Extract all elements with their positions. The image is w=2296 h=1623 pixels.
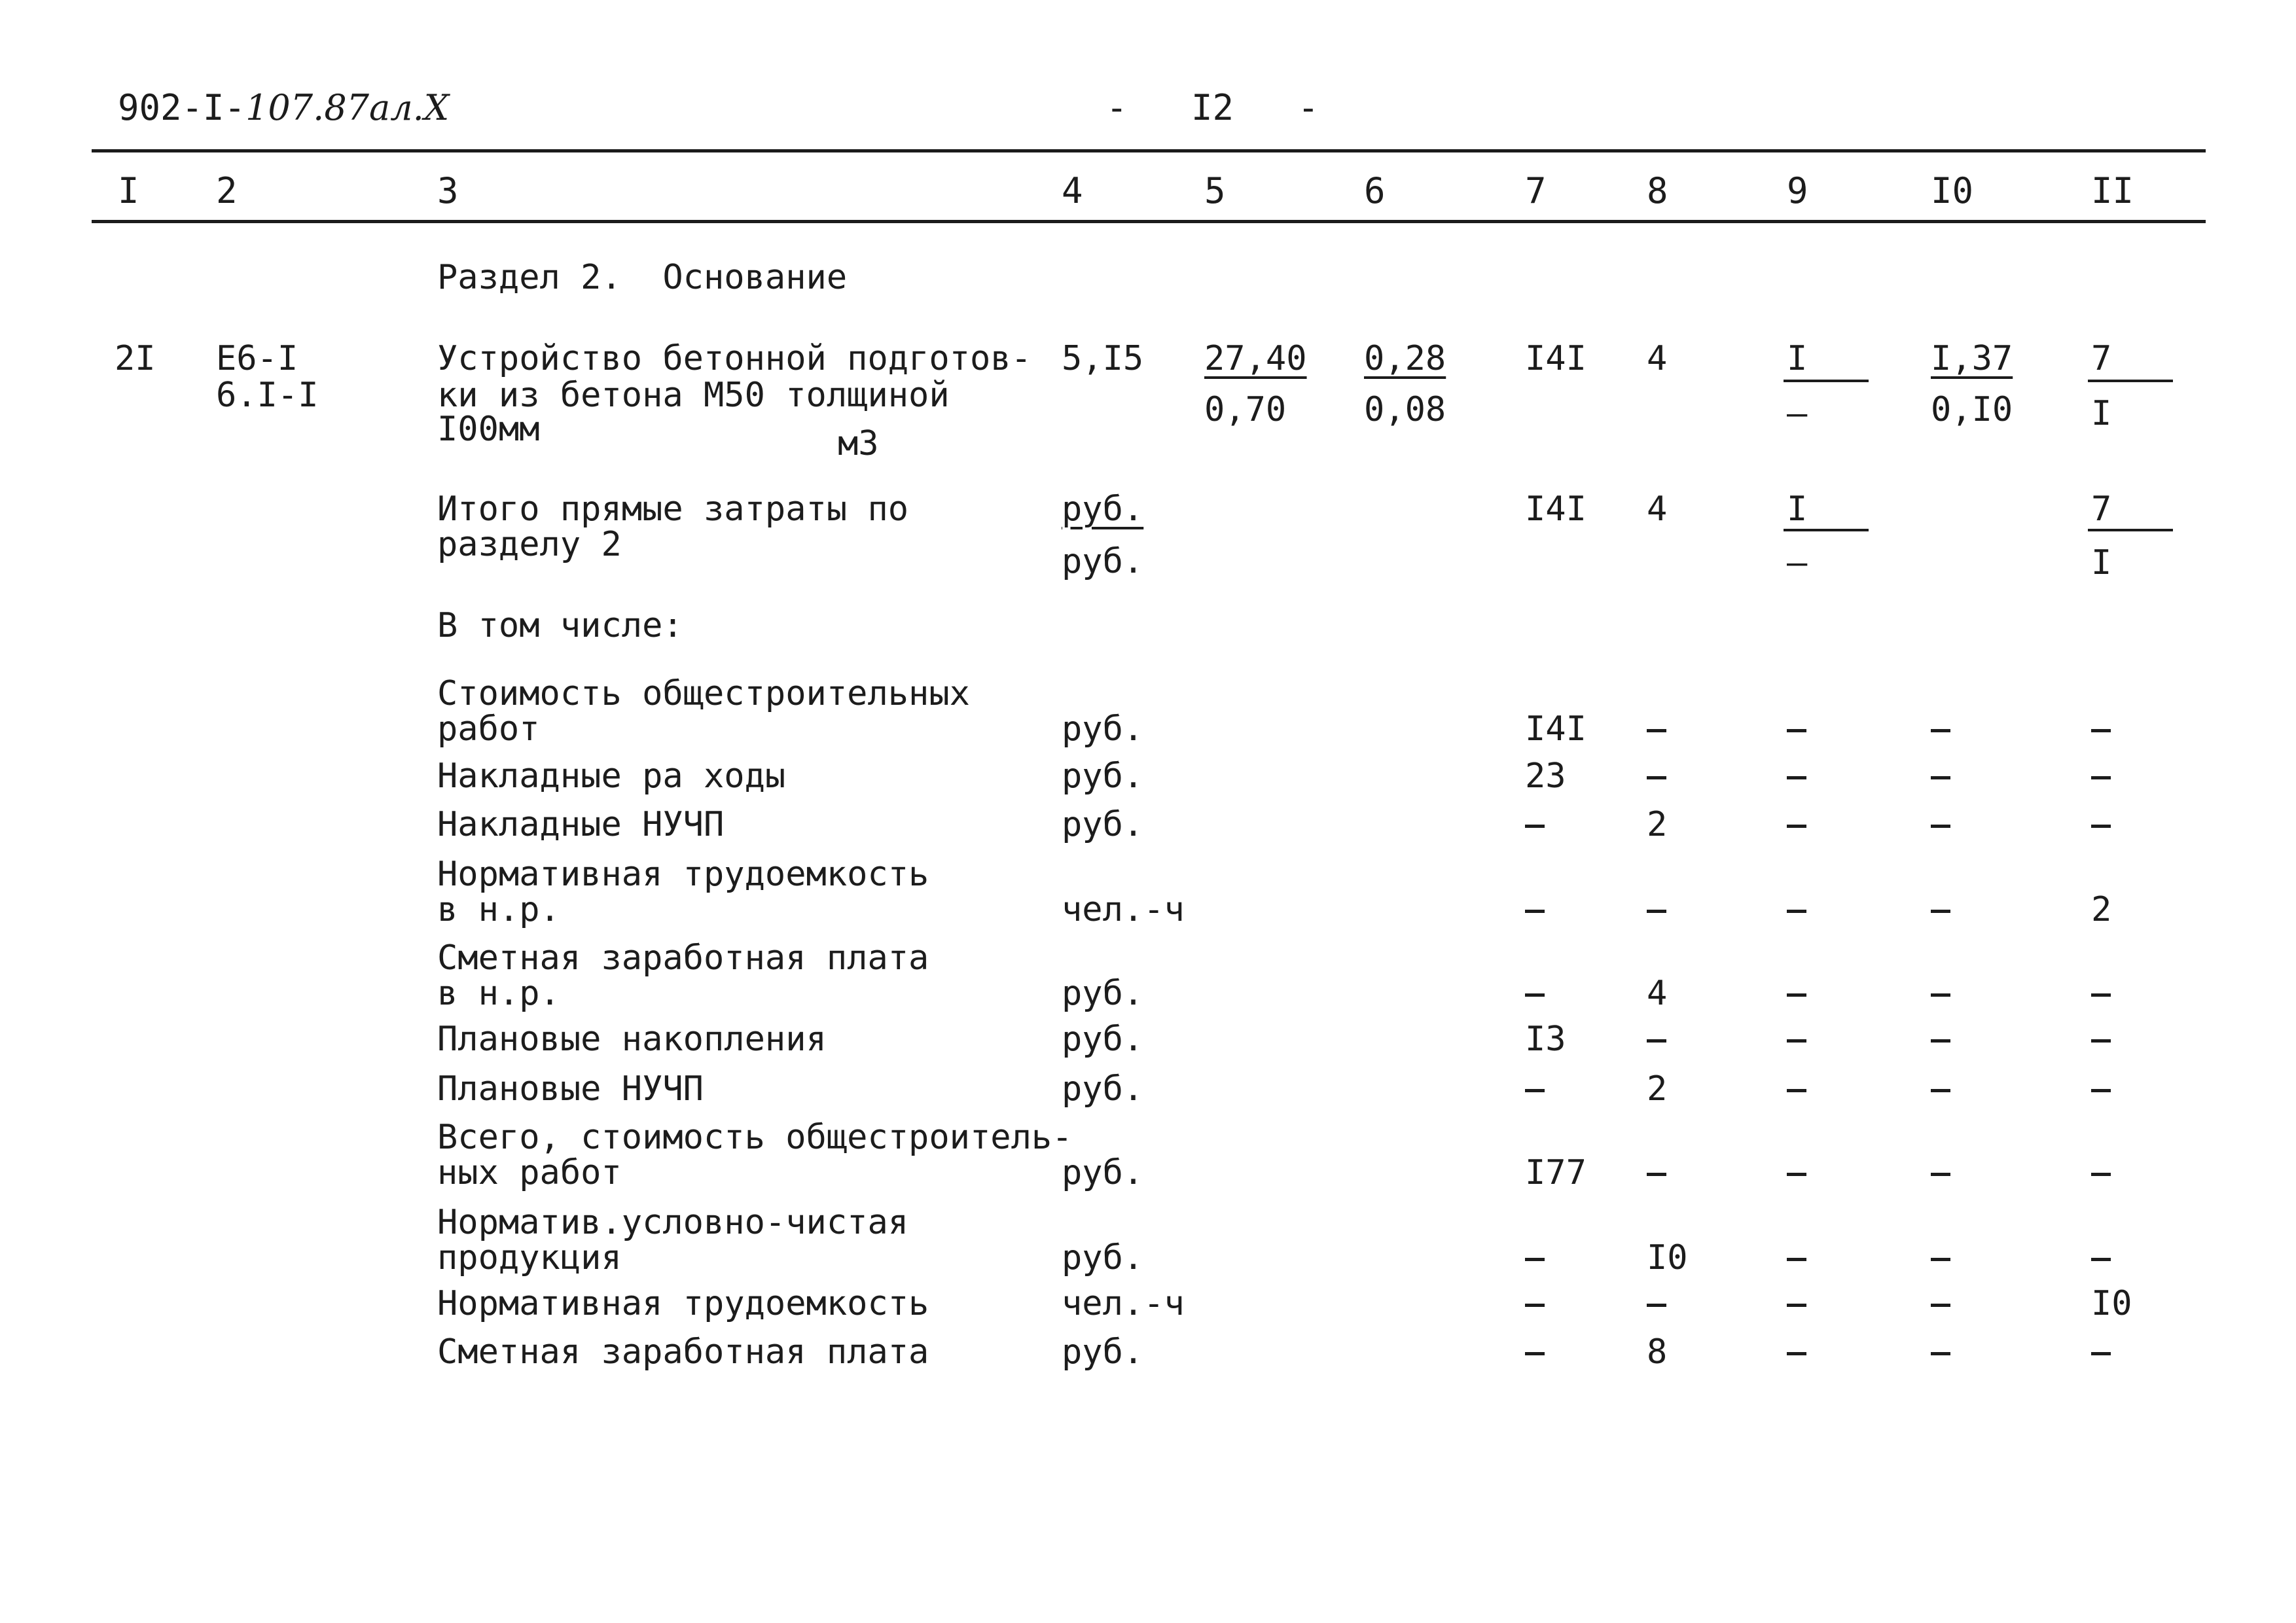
dash-mark <box>1931 1173 1950 1176</box>
item-col10-top: I,37 <box>1931 339 2013 378</box>
item-col9-top: I <box>1787 339 1808 378</box>
breakdown-c7-dash <box>1525 893 1546 927</box>
dash-mark <box>1525 1089 1545 1092</box>
col-num-8: 8 <box>1647 170 1668 211</box>
breakdown-c10-dash <box>1931 1022 1952 1056</box>
breakdown-c7: 23 <box>1525 757 1566 796</box>
dash-mark <box>2091 729 2111 732</box>
breakdown-c8-dash <box>1647 759 1668 793</box>
total-col7: I4I <box>1525 490 1587 529</box>
total-col9-bottom: – <box>1787 543 1808 582</box>
breakdown-c9-dash <box>1787 1022 1808 1056</box>
dash-mark <box>1525 993 1545 997</box>
breakdown-c8: I0 <box>1647 1238 1688 1277</box>
breakdown-c9-dash <box>1787 1072 1808 1106</box>
dash-mark <box>1931 1039 1950 1043</box>
breakdown-c11-dash <box>2091 1072 2112 1106</box>
dash-mark <box>1931 1258 1950 1261</box>
item-col9-bottom: – <box>1787 394 1808 433</box>
total-col11-fraction-line <box>2088 529 2173 531</box>
dash-mark <box>1787 1173 1806 1176</box>
dash-mark <box>2091 825 2111 828</box>
breakdown-c10-dash <box>1931 759 1952 793</box>
dash-mark <box>1525 825 1545 828</box>
dash-mark <box>1525 1352 1545 1355</box>
dash-mark <box>1787 825 1806 828</box>
dash-mark <box>1787 1258 1806 1261</box>
breakdown-unit: руб. <box>1062 974 1144 1013</box>
dash-mark <box>1647 1304 1666 1307</box>
item-desc-line3: I00мм <box>437 410 540 449</box>
item-col11-fraction-line <box>2088 380 2173 382</box>
item-unit-cost-total: 27,40 <box>1204 339 1307 378</box>
breakdown-c8-dash <box>1647 712 1668 746</box>
col-num-7: 7 <box>1525 170 1547 211</box>
including-label: В том числе: <box>437 606 683 645</box>
dash-mark <box>1647 776 1666 779</box>
item-number: 2I <box>115 339 156 378</box>
dash-mark <box>1647 910 1666 913</box>
dash-mark <box>1787 729 1806 732</box>
dash-mark <box>1931 1089 1950 1092</box>
breakdown-unit: чел.-ч <box>1062 1284 1185 1323</box>
document-code <box>118 87 450 128</box>
document-code-printed: 902-I- <box>118 87 246 128</box>
total-col8: 4 <box>1647 490 1668 529</box>
dash-mark <box>1931 1352 1950 1355</box>
breakdown-unit: чел.-ч <box>1062 890 1185 929</box>
breakdown-c7: I4I <box>1525 709 1587 749</box>
breakdown-unit: руб. <box>1062 1153 1144 1192</box>
breakdown-c11: I0 <box>2091 1284 2132 1323</box>
item-unit-cost-wages: 0,70 <box>1204 390 1287 429</box>
item-col9-fraction-line <box>1784 380 1869 382</box>
dash-mark <box>2091 1352 2111 1355</box>
breakdown-c9-dash <box>1787 759 1808 793</box>
dash-mark <box>1525 1304 1545 1307</box>
breakdown-c10-dash <box>1931 712 1952 746</box>
dash-mark <box>2091 776 2111 779</box>
breakdown-c10-dash <box>1931 808 1952 842</box>
breakdown-unit: руб. <box>1062 1332 1144 1372</box>
breakdown-c9-dash <box>1787 1335 1808 1369</box>
breakdown-desc-line1: Сметная заработная плата <box>437 1332 929 1372</box>
dash-mark <box>2091 993 2111 997</box>
breakdown-desc-line1: Нормативная трудоемкость <box>437 855 929 894</box>
breakdown-c7: I3 <box>1525 1020 1566 1059</box>
breakdown-c9-dash <box>1787 1287 1808 1321</box>
breakdown-c8-dash <box>1647 1156 1668 1190</box>
col-num-1: I <box>118 170 139 211</box>
breakdown-desc-line2: в н.р. <box>437 974 560 1013</box>
col-num-6: 6 <box>1364 170 1386 211</box>
dash-mark <box>2091 1039 2111 1043</box>
dash-mark <box>1931 1304 1950 1307</box>
breakdown-c10-dash <box>1931 893 1952 927</box>
total-col9-top: I <box>1787 490 1808 529</box>
breakdown-c8: 8 <box>1647 1332 1668 1372</box>
breakdown-unit: руб. <box>1062 1238 1144 1277</box>
breakdown-c11-dash <box>2091 1241 2112 1275</box>
breakdown-c10-dash <box>1931 1287 1952 1321</box>
breakdown-c10-dash <box>1931 976 1952 1010</box>
breakdown-c7-dash <box>1525 1287 1546 1321</box>
dash-mark <box>1931 729 1950 732</box>
breakdown-c11-dash <box>2091 1022 2112 1056</box>
dash-mark <box>1931 825 1950 828</box>
breakdown-unit: руб. <box>1062 1020 1144 1059</box>
dash-mark <box>1525 910 1545 913</box>
breakdown-c9-dash <box>1787 1241 1808 1275</box>
page-number: - I2 - <box>1106 87 1319 128</box>
breakdown-c7-dash <box>1525 976 1546 1010</box>
dash-mark <box>1787 776 1806 779</box>
section-title: Раздел 2. Основание <box>437 258 848 297</box>
breakdown-c11-dash <box>2091 759 2112 793</box>
breakdown-c8: 4 <box>1647 974 1668 1013</box>
col-num-2: 2 <box>216 170 238 211</box>
breakdown-c11-dash <box>2091 1156 2112 1190</box>
breakdown-c10-dash <box>1931 1072 1952 1106</box>
table-header-rule <box>92 220 2206 223</box>
breakdown-c7-dash <box>1525 808 1546 842</box>
table-top-rule <box>92 149 2206 152</box>
breakdown-desc-line1: Стоимость общестроительных <box>437 674 970 713</box>
breakdown-desc-line2: работ <box>437 709 540 749</box>
col-num-4: 4 <box>1062 170 1083 211</box>
breakdown-desc-line2: в н.р. <box>437 890 560 929</box>
total-unit-top: руб. <box>1062 490 1144 529</box>
breakdown-desc-line2: продукция <box>437 1238 622 1277</box>
dash-mark <box>1787 910 1806 913</box>
item-unit: м3 <box>838 424 879 463</box>
breakdown-desc-line1: Плановые накопления <box>437 1020 827 1059</box>
breakdown-c10-dash <box>1931 1156 1952 1190</box>
item-quantity: 5,I5 <box>1062 339 1144 378</box>
document-code-handwritten: 107.87ал.X <box>245 87 450 128</box>
breakdown-c7-dash <box>1525 1335 1546 1369</box>
breakdown-c8: 2 <box>1647 805 1668 844</box>
breakdown-desc-line1: Накладные НУЧП <box>437 805 725 844</box>
item-code-line1: Е6-I <box>216 339 298 378</box>
dash-mark <box>1787 993 1806 997</box>
breakdown-desc-line1: Нормативная трудоемкость <box>437 1284 929 1323</box>
breakdown-desc-line1: Накладные ра ходы <box>437 757 786 796</box>
dash-mark <box>1787 1304 1806 1307</box>
breakdown-c9-dash <box>1787 893 1808 927</box>
col-num-5: 5 <box>1204 170 1226 211</box>
total-desc-line2: разделу 2 <box>437 525 622 564</box>
col-num-3: 3 <box>437 170 459 211</box>
breakdown-c10-dash <box>1931 1335 1952 1369</box>
total-col9-fraction-line <box>1784 529 1869 531</box>
breakdown-unit: руб. <box>1062 1069 1144 1109</box>
dash-mark <box>1787 1089 1806 1092</box>
breakdown-c11: 2 <box>2091 890 2112 929</box>
breakdown-c9-dash <box>1787 808 1808 842</box>
breakdown-desc-line1: Сметная заработная плата <box>437 938 929 978</box>
item-col7: I4I <box>1525 339 1587 378</box>
breakdown-c11-dash <box>2091 808 2112 842</box>
item-col8: 4 <box>1647 339 1668 378</box>
breakdown-c7-dash <box>1525 1241 1546 1275</box>
item-code-line2: 6.I-I <box>216 376 319 415</box>
breakdown-desc-line1: Всего, стоимость общестроитель- <box>437 1118 1073 1157</box>
breakdown-desc-line1: Норматив.условно-чистая <box>437 1203 909 1242</box>
item-desc-line1: Устройство бетонной подготов- <box>437 339 1031 378</box>
breakdown-c8-dash <box>1647 1022 1668 1056</box>
item-col10-bottom: 0,I0 <box>1931 390 2013 429</box>
breakdown-c9-dash <box>1787 1156 1808 1190</box>
dash-mark <box>1787 1039 1806 1043</box>
item-desc-line2: ки из бетона М50 толщиной <box>437 376 950 415</box>
dash-mark <box>1931 910 1950 913</box>
dash-mark <box>1787 1352 1806 1355</box>
breakdown-c7: I77 <box>1525 1153 1587 1192</box>
dash-mark <box>1647 729 1666 732</box>
item-col11-bottom: I <box>2091 394 2112 433</box>
breakdown-c8-dash <box>1647 1287 1668 1321</box>
breakdown-unit: руб. <box>1062 805 1144 844</box>
breakdown-c9-dash <box>1787 976 1808 1010</box>
col-num-10: I0 <box>1931 170 1974 211</box>
dash-mark <box>1931 776 1950 779</box>
breakdown-c9-dash <box>1787 712 1808 746</box>
breakdown-c8: 2 <box>1647 1069 1668 1109</box>
breakdown-c8-dash <box>1647 893 1668 927</box>
breakdown-c7-dash <box>1525 1072 1546 1106</box>
breakdown-c11-dash <box>2091 1335 2112 1369</box>
dash-mark <box>2091 1258 2111 1261</box>
dash-mark <box>2091 1173 2111 1176</box>
breakdown-c11-dash <box>2091 976 2112 1010</box>
item-col6-bottom: 0,08 <box>1364 390 1446 429</box>
dash-mark <box>1647 1039 1666 1043</box>
total-desc-line1: Итого прямые затраты по <box>437 490 909 529</box>
breakdown-desc-line1: Плановые НУЧП <box>437 1069 704 1109</box>
breakdown-unit: руб. <box>1062 709 1144 749</box>
dash-mark <box>1931 993 1950 997</box>
breakdown-unit: руб. <box>1062 757 1144 796</box>
dash-mark <box>1647 1173 1666 1176</box>
col-num-11: II <box>2091 170 2134 211</box>
total-col11-bottom: I <box>2091 543 2112 582</box>
breakdown-c10-dash <box>1931 1241 1952 1275</box>
dash-mark <box>2091 1089 2111 1092</box>
item-col11-top: 7 <box>2091 339 2112 378</box>
breakdown-c11-dash <box>2091 712 2112 746</box>
col-num-9: 9 <box>1787 170 1808 211</box>
total-unit-bottom: руб. <box>1062 542 1144 581</box>
item-col6-top: 0,28 <box>1364 339 1446 378</box>
dash-mark <box>1525 1258 1545 1261</box>
breakdown-desc-line2: ных работ <box>437 1153 622 1192</box>
total-col11-top: 7 <box>2091 490 2112 529</box>
